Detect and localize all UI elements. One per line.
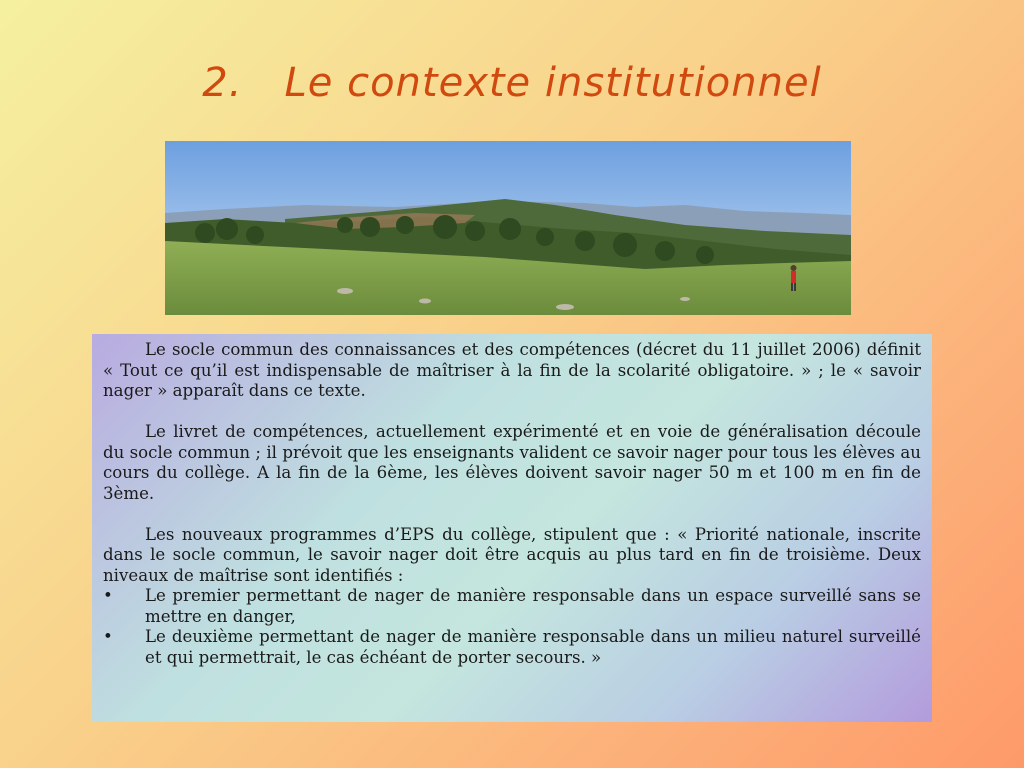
bullet-mark: • — [103, 586, 113, 605]
paragraph-livret-competences: Le livret de compétences, actuellement expérimenté et en voie de généralisation découle du socle commun ; il prévoit que les enseignants valident ce savoir nager pour tous les élèves au cours du collège. A la fin de la 6ème, les élèves doivent savoir nager 50 m et 100 m en fin de 3ème. — [103, 422, 921, 503]
bullet-item-premier-niveau — [103, 586, 921, 627]
landscape-photo — [165, 141, 851, 315]
title-text: Le contexte institutionnel — [284, 60, 822, 106]
paragraph-nouveaux-programmes: Les nouveaux programmes d’EPS du collège, stipulent que : « Priorité nationale, inscrite dans le socle commun, le savoir nager doit être acquis au plus tard en fin de troisième. Deux niveaux de maîtrise sont identifiés : — [103, 524, 921, 585]
landscape-illustration — [165, 141, 851, 315]
bullet-text: Le premier permettant de nager de manière responsable dans un espace surveillé sans se mettre en danger, — [145, 586, 921, 626]
text-box — [92, 334, 932, 722]
bullet-item-deuxieme-niveau — [103, 627, 921, 668]
bullet-text: Le deuxième permettant de nager de manière responsable dans un milieu naturel surveillé et qui permettrait, le cas échéant de porter secours. » — [145, 627, 921, 667]
slide-title — [0, 60, 1024, 106]
paragraph-socle-commun: Le socle commun des connaissances et des compétences (décret du 11 juillet 2006) définit « Tout ce qu’il est indispensable de maîtriser à la fin de la scolarité obligatoire. » ; le « savoir nager » apparaît dans ce texte. — [103, 340, 921, 400]
bullet-mark: • — [103, 627, 113, 646]
title-number: 2. — [202, 60, 243, 106]
